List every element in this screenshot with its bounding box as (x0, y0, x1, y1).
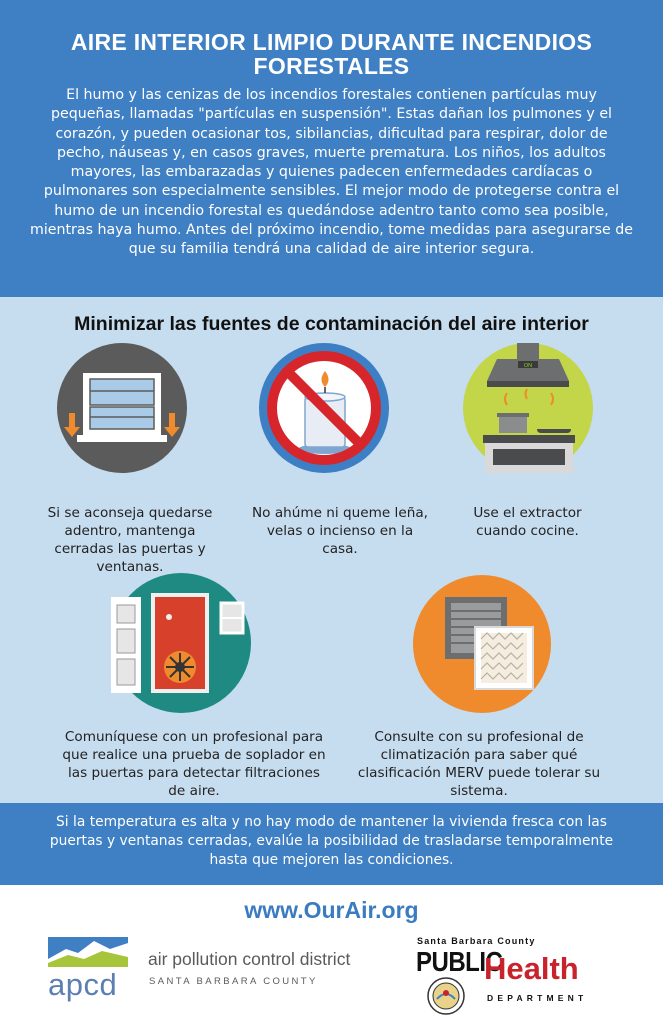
footer (0, 885, 663, 1024)
blower-door-icon (111, 573, 251, 713)
website-link[interactable]: www.OurAir.org (244, 897, 419, 923)
relocation-banner: Si la temperatura es alta y no hay modo de mantener la vivienda fresca con las puertas y ventanas cerradas, evalúe la posibilidad de trasladarse temporalmente hasta que mejoren las condiciones. (0, 803, 663, 885)
intro-paragraph: El humo y las cenizas de los incendios forestales contienen partículas muy pequeñas, llamadas "partículas en suspensión". Estas dañan los pulmones y el corazón, y pueden ocasionar tos, sibilancias, dificultad para respirar, dolor de pecho, náuseas y, en casos graves, muerte prematura. Los niños, los adultos mayores, las embarazadas y quienes padecen enfermedades cardíacas o pulmonares son especialmente sensibles. El mejor modo de protegerse contra el humo de un incendio forestal es quedándose adentro tanto como sea posible, mientras haya humo. Antes del próximo incendio, tome medidas para asegurarse de que su familia tendrá una calidad de aire interior segura. (30, 87, 633, 258)
closed-window-icon (57, 343, 187, 473)
county-seal-icon (427, 977, 465, 1015)
tip-merv-filter: Consulte con su profesional de climatización para saber qué clasificación MERV puede tolerar su sistema. (357, 729, 601, 799)
apcd-mountain-icon (48, 937, 128, 967)
section-title: Minimizar las fuentes de contaminación del aire interior (74, 313, 589, 335)
apcd-logo-text: apcd (48, 967, 118, 1002)
tip-no-burning: No ahúme ni queme leña, velas o incienso en la casa. (252, 505, 428, 557)
tip-range-hood: Use el extractor cuando cocine. (473, 505, 582, 539)
tip-blower-door: Comuníquese con un profesional para que realice una prueba de soplador en las puertas para detectar filtraciones de aire. (62, 729, 326, 799)
apcd-name: air pollution control district (148, 949, 351, 969)
ph-department: DEPARTMENT (487, 993, 588, 1003)
hood-on-label: ON (523, 363, 533, 369)
ph-public: PUBLIC (416, 947, 503, 979)
tip-windows: Si se aconseja quedarse adentro, mantenga cerradas las puertas y ventanas. (47, 505, 213, 575)
page-title: AIRE INTERIOR LIMPIO DURANTE INCENDIOS FORESTALES (70, 29, 593, 79)
tips-section (0, 297, 663, 803)
range-hood-icon (463, 343, 593, 473)
apcd-county: SANTA BARBARA COUNTY (149, 976, 318, 987)
no-candle-icon (259, 343, 389, 473)
ph-county: Santa Barbara County (417, 936, 536, 946)
ph-health: Health (484, 951, 579, 986)
intro-section (0, 0, 663, 297)
air-filter-icon (413, 575, 551, 713)
